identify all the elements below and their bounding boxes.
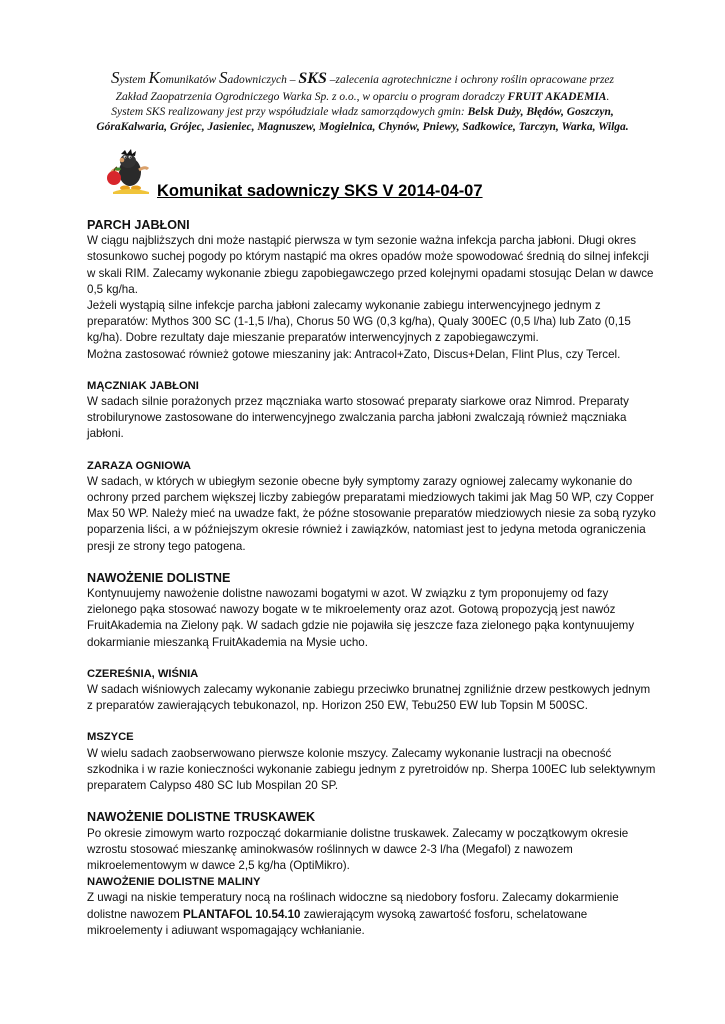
paragraph: W sadach, w których w ubiegłym sezonie obecne były symptomy zarazy ogniowej zalecamy wykonanie do ochrony przed parchem większej liczby zabiegów preparatami miedziowych takimi jak Mag 50 WP, czy Copper Max 50 WP. Należy mieć na uwadze fakt, że późne stosowanie preparatów miedziowych niesie za sobą ryzyko poparzenia liści, a w późniejszym okresie również i zawiązków, natomiast jest to jedyna metoda ograniczenia presji ze strony tego patogena. <box>87 474 656 553</box>
paragraph: Jeżeli wystąpią silne infekcje parcha jabłoni zalecamy wykonanie zabiegu interwencyjnego jednym z preparatów: Mythos 300 SC (1-1,5 l/ha), Chorus 50 WG (0,3 kg/ha), Qualy 300EC (0,5 l/ha) lub Zato (0,15 kg/ha). Dobre rezultaty daje mieszanie preparatów interwencyjnych z zapobiegawczymi. <box>87 299 631 345</box>
text: Z uwagi na niskie temperatury nocą na roślinach widoczne są niedobory fosforu. Zalecamy dokarmienie dolistne nawozem <box>87 891 619 921</box>
header-program: FRUIT AKADEMIA <box>507 91 607 103</box>
header-text: omunikatów <box>159 74 219 86</box>
section-heading-mszyce: MSZYCE <box>87 731 134 744</box>
header-gminy: Belsk Duży, Błędów, Goszczyn, <box>467 106 614 118</box>
mole-with-apple-logo <box>103 148 157 200</box>
header-initial-s2: S <box>219 68 228 87</box>
header-text: . <box>606 91 610 103</box>
section-heading-truskawki: NAWOŻENIE DOLISTNE TRUSKAWEK <box>87 810 316 825</box>
paragraph: W ciągu najbliższych dni może nastąpić pierwsza w tym sezonie ważna infekcja parcha jabłoni. Długi okres stosunkowo suchej pogody po którym nastąpić ma okres opadów może spowodować średnią do silnej infekcji w skali RIM. Zalecamy wykonanie zbiegu zapobiegawczego przed kolejnymi opadami stosując Delan w dawce 0,5 kg/ha. <box>87 234 654 296</box>
header-text: adowniczych – <box>227 74 299 86</box>
section-heading-zaraza: ZARAZA OGNIOWA <box>87 459 191 472</box>
paragraph: W wielu sadach zaobserwowano pierwsze kolonie mszycy. Zalecamy wykonanie lustracji na obecność szkodnika i w razie konieczności wykonanie zabiegu jednym z pyretroidów np. Sherpa 100EC lub selektywnym preparatem Calypso 480 SC lub Mospilan 20 SP. <box>87 746 656 793</box>
paragraph: Kontynuujemy nawożenie dolistne nawozami bogatymi w azot. W związku z tym proponujemy od fazy zielonego pąka stosować nawozy bogate w te mikroelementy oraz azot. Gotową propozycją jest nawóz FruitAkademia na Zielony pąk. W sadach gdzie nie pojawiła się jeszcze faza zielonego pąka kontynuujemy dokarmianie mieszanką FruitAkademia na Mysie ucho. <box>87 587 635 649</box>
header-line-2 <box>70 90 655 105</box>
header-initial-s: S <box>110 68 120 87</box>
document-body <box>87 217 657 939</box>
paragraph: W sadach wiśniowych zalecamy wykonanie zabiegu przeciwko brunatnej zgniliźnie drzew pestkowych jednym z preparatów zawierających tebukonazol, np. Horizon 250 EW, Tebu250 EW lub Topsin M 500SC. <box>87 683 651 713</box>
section-heading-maczniak: MĄCZNIAK JABŁONI <box>87 379 199 392</box>
header-sks: SKS <box>298 70 327 87</box>
text: zawierającym wysoką zawartość fosforu, schelatowane mikroelementy i adiuwant wspomagający wchłanianie. <box>87 907 588 937</box>
header-line-1 <box>70 70 655 88</box>
section-heading-parch: PARCH JABŁONI <box>87 218 190 232</box>
paragraph <box>87 890 657 939</box>
section-heading-nawozenie: NAWOŻENIE DOLISTNE <box>87 570 231 585</box>
header-text: ystem <box>119 74 149 86</box>
section-heading-czeresnia: CZEREŚNIA, WIŚNIA <box>87 667 199 680</box>
header-line-4 <box>70 120 655 135</box>
header-text: System SKS realizowany jest przy współudziale władz samorządowych gmin: <box>111 106 468 118</box>
header-gminy-cont: GóraKalwaria, Grójec, Jasieniec, Magnuszew, Mogielnica, Chynów, Pniewy, Sadkowice, Tarczyn, Warka, Wilga. <box>96 121 629 133</box>
page-title: Komunikat sadowniczy SKS V 2014-04-07 <box>157 182 483 200</box>
paragraph: Można zastosować również gotowe mieszaniny jak: Antracol+Zato, Discus+Delan, Flint Plus, czy Tercel. <box>87 347 621 361</box>
header-line-3 <box>70 105 655 120</box>
section-heading-maliny: NAWOŻENIE DOLISTNE MALINY <box>87 876 261 889</box>
paragraph: Po okresie zimowym warto rozpocząć dokarmianie dolistne truskawek. Zalecamy w początkowym okresie wzrostu stosować mieszankę aminokwasów roślinnych w dawce 2-3 l/ha (Megafol) z nawozem mikroelementowym w dawce 2,5 kg/ha (OptiMikro). <box>87 826 629 872</box>
paragraph: W sadach silnie porażonych przez mączniaka warto stosować preparaty siarkowe oraz Nimrod. Preparaty strobilurynowe zastosowane do interwencyjnego zwalczania parcha jabłoni zwalczają również mączniaka jabłoni. <box>87 395 629 441</box>
product-name: PLANTAFOL 10.54.10 <box>183 907 301 921</box>
header-initial-k: K <box>148 68 160 87</box>
header-text: –zalecenia agrotechniczne i ochrony roślin opracowane przez <box>326 74 615 86</box>
header-text: Zakład Zaopatrzenia Ogrodniczego Warka Sp. z o.o., w oparciu o program doradczy <box>115 91 508 103</box>
